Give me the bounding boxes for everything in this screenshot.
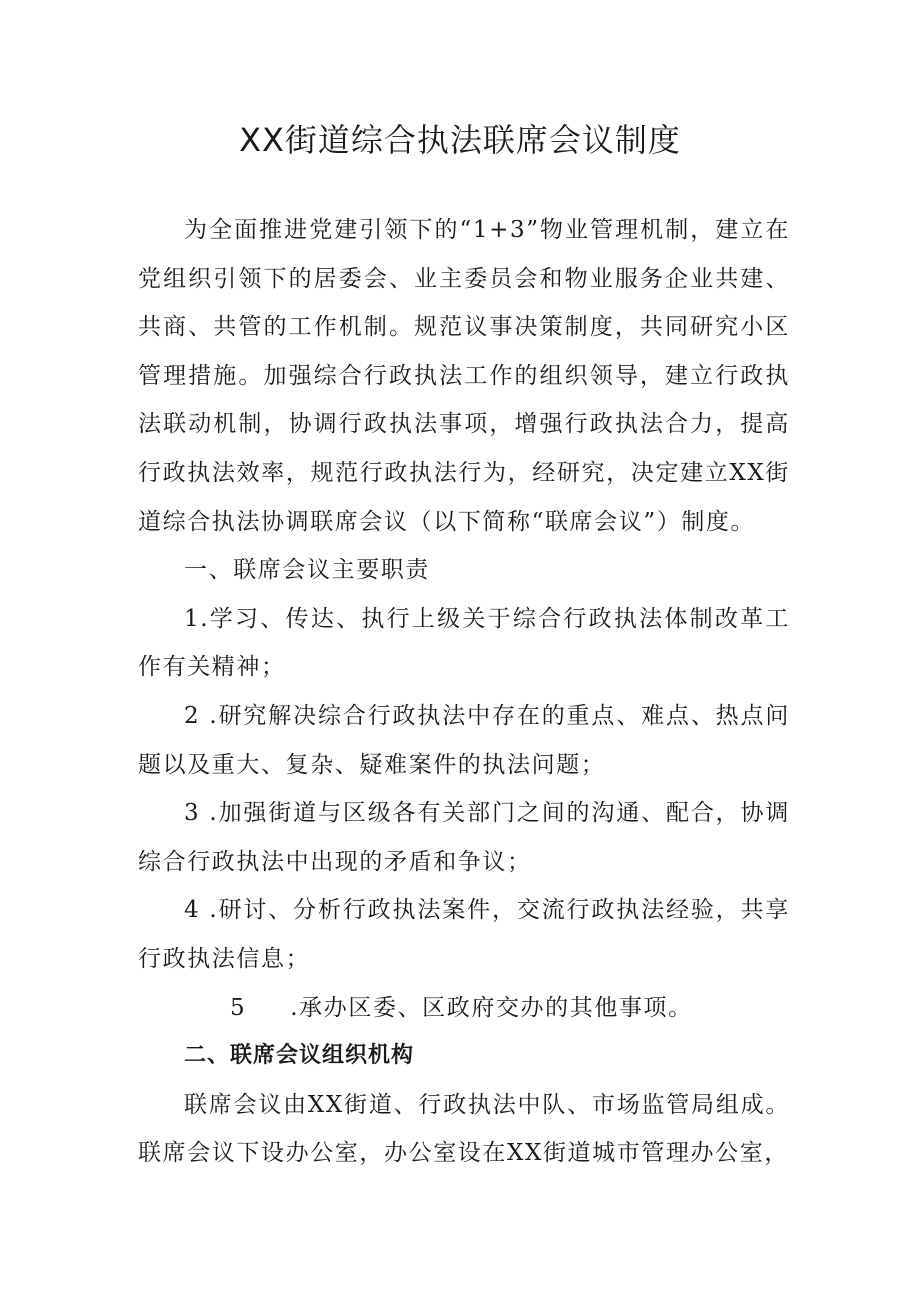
duty-item-5-number: 5 [230,994,247,1021]
section-2-body: 联席会议由XX街道、行政执法中队、市场监管局组成。联席会议下设办公室，办公室设在XX街道城市管理办公室， [138,1091,790,1167]
intro-paragraph: 为全面推进党建引领下的“1+3”物业管理机制，建立在党组织引领下的居委会、业主委员会和物业服务企业共建、共商、共管的工作机制。规范议事决策制度，共同研究小区管理措施。加强综合行政执法工作的组织领导，建立行政执法联动机制，协调行政执法事项，增强行政执法合力，提高行政执法效率，规范行政执法行为，经研究，决定建立XX街道综合执法协调联席会议（以下简称“联席会议”）制度。 [138,217,790,535]
document-body [138,206,790,1178]
duty-item-4: 4 .研讨、分析行政执法案件，交流行政执法经验，共享行政执法信息； [138,897,790,972]
duty-item-3: 3 .加强街道与区级各有关部门之间的沟通、配合，协调综合行政执法中出现的矛盾和争议； [138,800,790,875]
section-1-heading: 一、联席会议主要职责 [184,557,430,584]
duty-item-1: 1.学习、传达、执行上级关于综合行政执法体制改革工作有关精神； [138,605,790,681]
document-title: XX街道综合执法联席会议制度 [239,121,681,159]
duty-item-2: 2 .研究解决综合行政执法中存在的重点、难点、热点问题以及重大、复杂、疑难案件的执法问题； [138,702,790,778]
section-2-heading: 二、联席会议组织机构 [184,1043,415,1069]
duty-item-5-text: .承办区委、区政府交办的其他事项。 [290,994,693,1021]
duty-item-5 [138,984,790,1033]
